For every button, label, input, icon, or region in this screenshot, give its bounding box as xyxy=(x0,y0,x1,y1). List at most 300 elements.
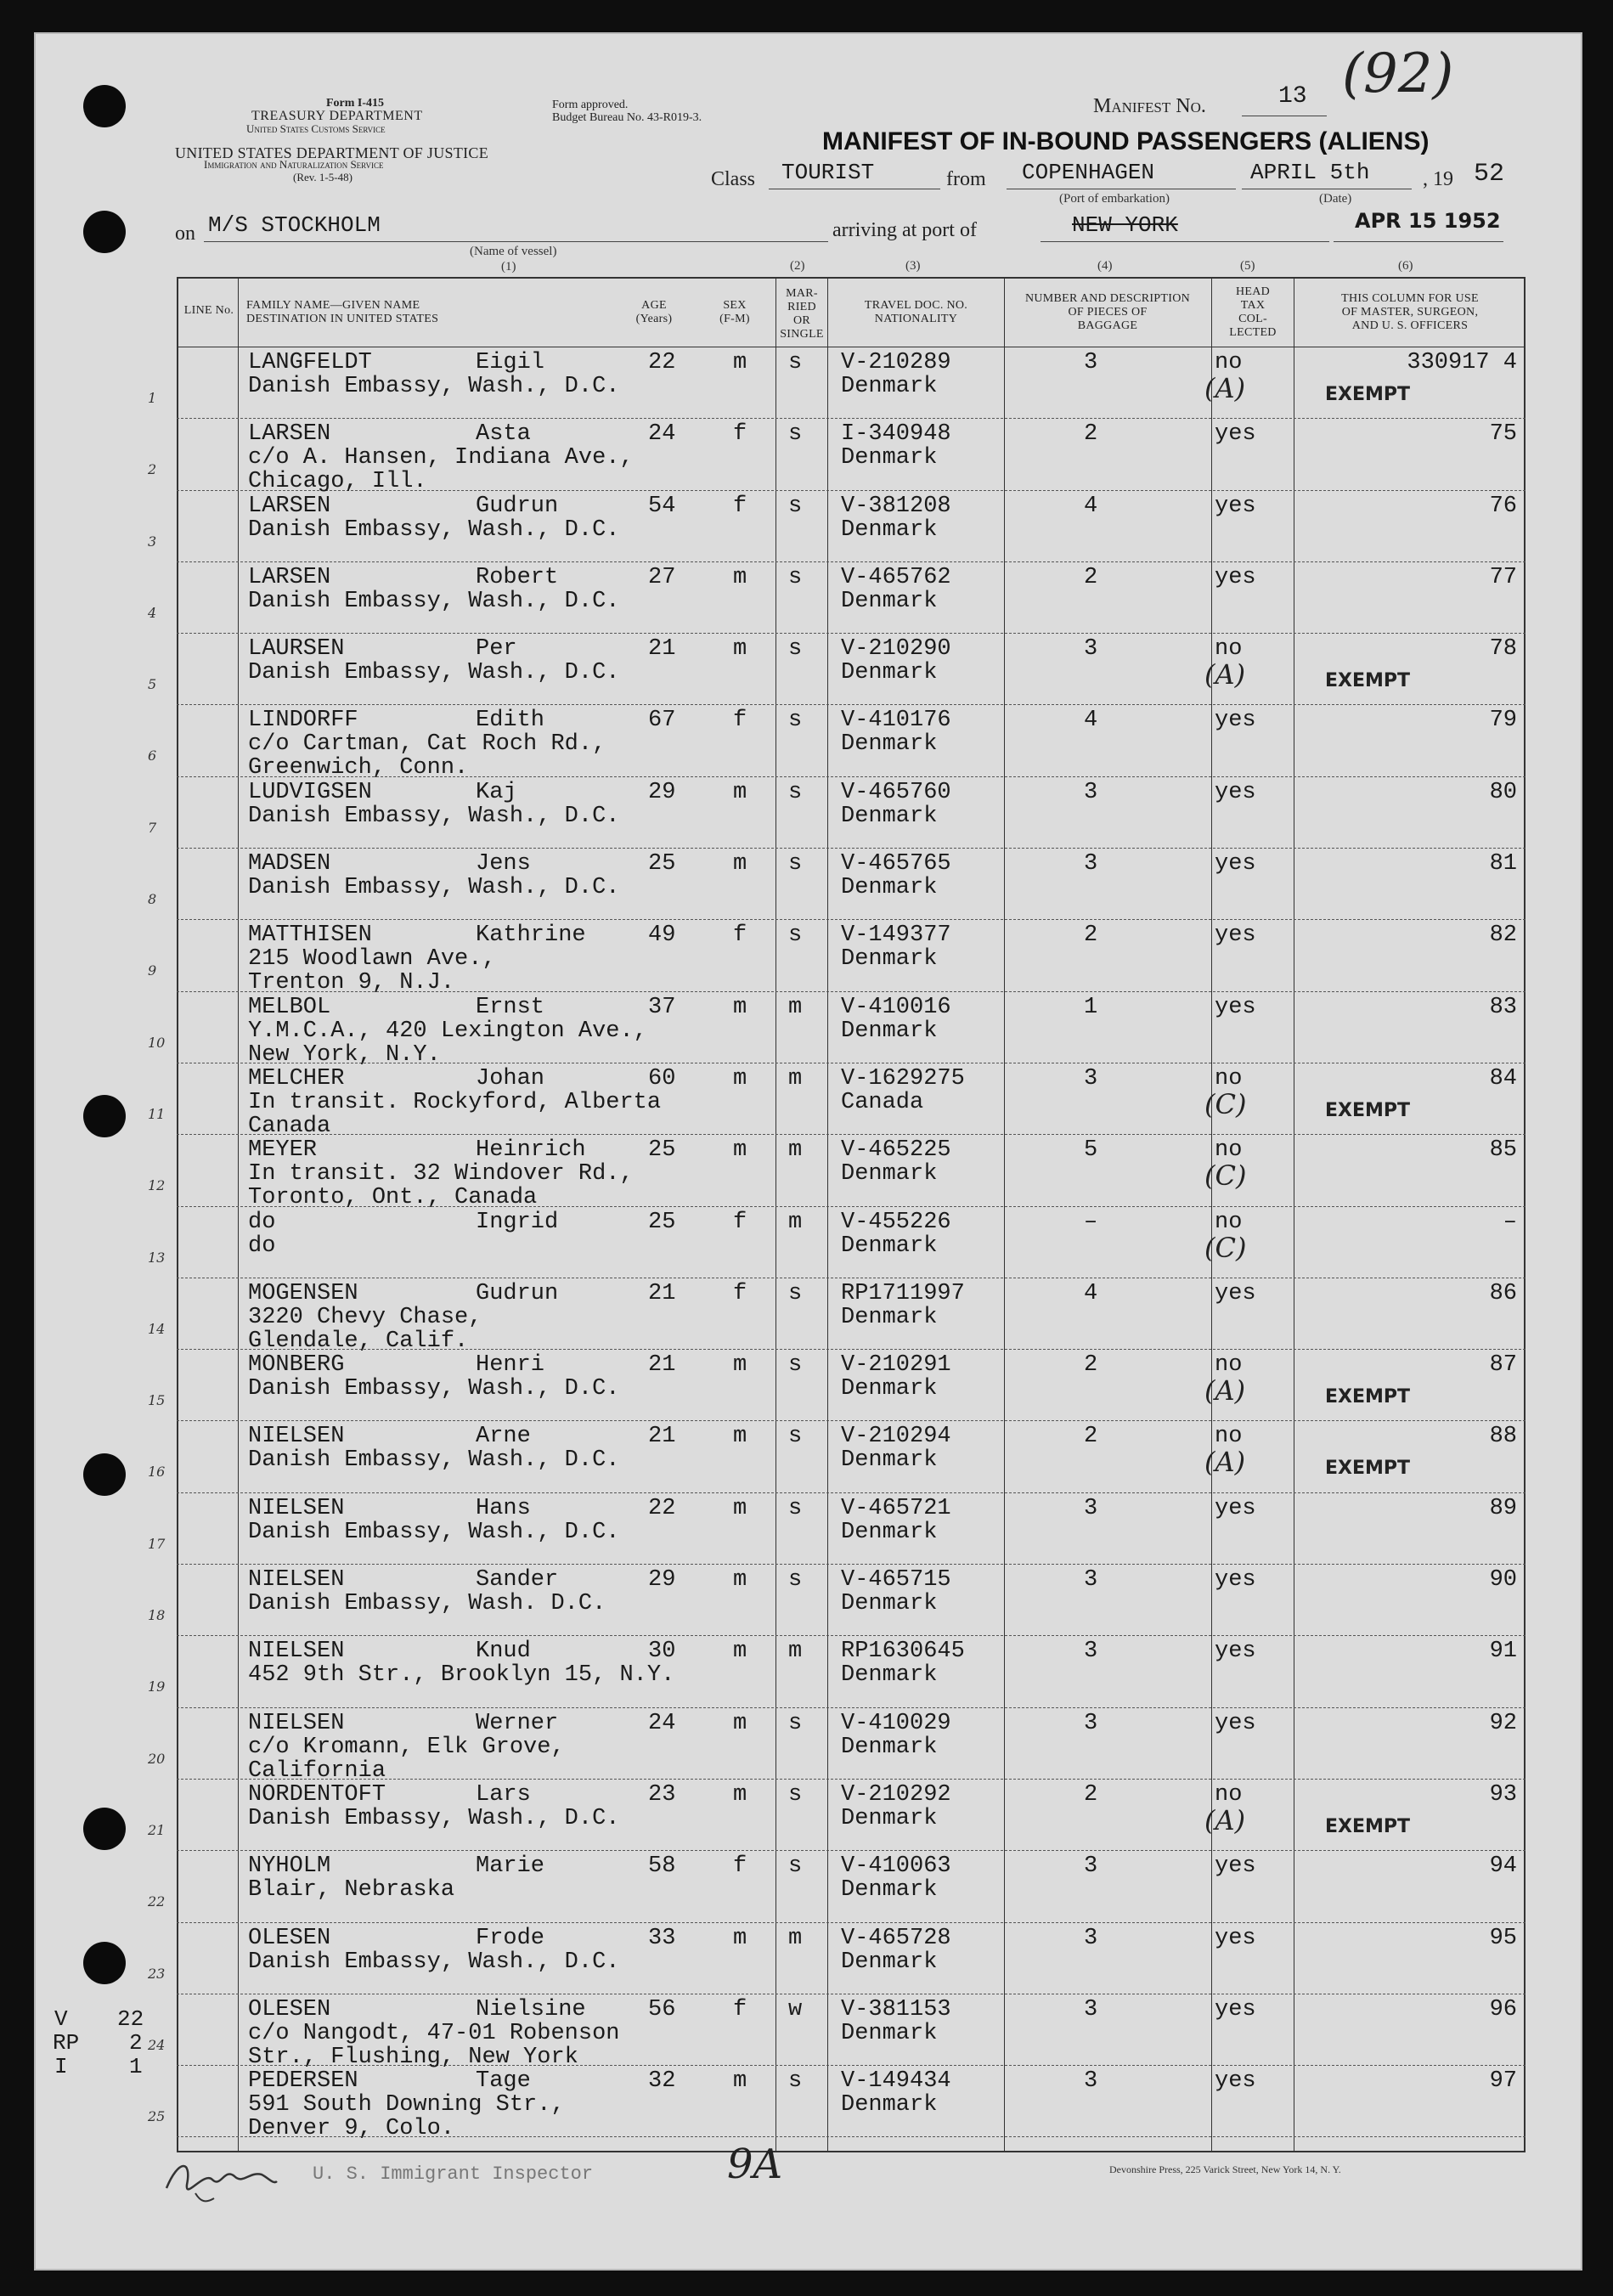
family-name: LUDVIGSEN xyxy=(248,779,372,805)
punch-hole xyxy=(83,1095,126,1137)
marital-status: s xyxy=(788,1853,803,1880)
date-caption: (Date) xyxy=(1319,192,1352,206)
nationality: Denmark xyxy=(841,588,938,614)
age: 54 xyxy=(648,493,676,519)
table-row xyxy=(177,1565,1526,1636)
nationality: Denmark xyxy=(841,1734,938,1760)
sex: m xyxy=(733,2068,747,2095)
destination-line-2: California xyxy=(248,1757,386,1784)
travel-doc-no: V-455226 xyxy=(841,1209,951,1235)
given-name: Werner xyxy=(476,1710,559,1736)
exempt-note: EXEMPT xyxy=(1325,384,1411,405)
sex: f xyxy=(733,421,747,448)
destination-line-2: Toronto, Ont., Canada xyxy=(248,1185,538,1211)
given-name: Marie xyxy=(476,1853,545,1880)
given-name: Frode xyxy=(476,1925,545,1951)
given-name: Per xyxy=(476,636,517,663)
destination-line-1: Danish Embassy, Wash., D.C. xyxy=(248,1447,620,1474)
sex: m xyxy=(733,1424,747,1450)
col-header-head-tax: HEAD TAX COL- LECTED xyxy=(1229,285,1277,339)
given-name: Gudrun xyxy=(476,493,559,519)
travel-doc-no: V-410176 xyxy=(841,708,951,734)
destination-line-1: 452 9th Str., Brooklyn 15, N.Y. xyxy=(248,1662,675,1689)
line-number: 10 xyxy=(148,1034,166,1051)
marital-status: m xyxy=(788,1925,803,1951)
officer-number: 95 xyxy=(1489,1925,1517,1951)
tally-rp-count: 2 xyxy=(129,2030,143,2056)
officer-number: 79 xyxy=(1489,708,1517,734)
travel-doc-no: V-465762 xyxy=(841,564,951,590)
marital-status: m xyxy=(788,994,803,1020)
head-tax: no xyxy=(1215,1209,1243,1235)
from-value: COPENHAGEN xyxy=(1022,160,1155,185)
baggage-count: 3 xyxy=(1084,851,1098,877)
family-name: NIELSEN xyxy=(248,1639,345,1665)
head-tax: yes xyxy=(1215,1996,1256,2022)
punch-hole xyxy=(83,1942,126,1984)
baggage-count: 3 xyxy=(1084,1853,1098,1880)
head-tax: yes xyxy=(1215,2068,1256,2095)
sex: f xyxy=(733,708,747,734)
travel-doc-no: V-210290 xyxy=(841,636,951,663)
destination-line-1: Danish Embassy, Wash., D.C. xyxy=(248,588,620,614)
destination-line-1: In transit. 32 Windover Rd., xyxy=(248,1161,634,1187)
destination-line-2: Greenwich, Conn. xyxy=(248,755,469,781)
inspector-code: 9A xyxy=(727,2141,783,2188)
destination-line-1: Danish Embassy, Wash., D.C. xyxy=(248,1949,620,1975)
officer-number: 77 xyxy=(1489,564,1517,590)
nationality: Denmark xyxy=(841,2020,938,2046)
travel-doc-no: V-410063 xyxy=(841,1853,951,1880)
col-header-age: AGE (Years) xyxy=(635,299,673,325)
sex: f xyxy=(733,1209,747,1235)
baggage-count: 3 xyxy=(1084,1710,1098,1736)
table-row xyxy=(177,561,1526,633)
nationality: Denmark xyxy=(841,946,938,973)
age: 25 xyxy=(648,1209,676,1235)
line-number: 12 xyxy=(148,1177,166,1194)
given-name: Hans xyxy=(476,1495,531,1521)
tally-i-count: 1 xyxy=(129,2054,143,2079)
port-caption: (Port of embarkation) xyxy=(1059,192,1170,206)
manifest-no-value: 13 xyxy=(1278,83,1307,110)
given-name: Edith xyxy=(476,708,545,734)
age: 32 xyxy=(648,2068,676,2095)
vessel-line xyxy=(204,241,828,242)
head-tax: no xyxy=(1215,636,1243,663)
head-tax: no xyxy=(1215,1137,1243,1164)
given-name: Arne xyxy=(476,1424,531,1450)
destination-line-2: Trenton 9, N.J. xyxy=(248,970,455,996)
treasury-dept: TREASURY DEPARTMENT xyxy=(251,109,423,123)
sex: f xyxy=(733,1280,747,1306)
officer-number: 78 xyxy=(1489,636,1517,663)
marital-status: s xyxy=(788,636,803,663)
travel-doc-no: V-410029 xyxy=(841,1710,951,1736)
officer-number: 90 xyxy=(1489,1567,1517,1594)
arriving-line xyxy=(1041,241,1329,242)
nationality: Denmark xyxy=(841,1304,938,1330)
line-number: 20 xyxy=(148,1750,166,1767)
travel-doc-no: V-465728 xyxy=(841,1925,951,1951)
form-revision: (Rev. 1-5-48) xyxy=(293,171,352,183)
marital-status: s xyxy=(788,922,803,949)
line-number: 17 xyxy=(148,1535,166,1552)
officer-number: 76 xyxy=(1489,493,1517,519)
line-number: 11 xyxy=(148,1105,166,1122)
line-number: 8 xyxy=(148,891,157,908)
ins-service: Immigration and Naturalization Service xyxy=(204,158,384,171)
table-row xyxy=(177,1779,1526,1850)
exempt-note: EXEMPT xyxy=(1325,1099,1411,1121)
line-number: 22 xyxy=(148,1893,166,1910)
nationality: Denmark xyxy=(841,2092,938,2118)
head-tax: yes xyxy=(1215,1853,1256,1880)
family-name: LAURSEN xyxy=(248,636,345,663)
travel-doc-no: V-465765 xyxy=(841,851,951,877)
baggage-count: 2 xyxy=(1084,1781,1098,1808)
col-number-4: (4) xyxy=(1097,259,1113,273)
head-tax: no xyxy=(1215,1352,1243,1379)
age: 29 xyxy=(648,1567,676,1594)
given-name: Nielsine xyxy=(476,1996,586,2022)
given-name: Robert xyxy=(476,564,559,590)
arriving-value: NEW YORK xyxy=(1072,212,1178,238)
punch-hole xyxy=(83,211,126,253)
travel-doc-no: V-149434 xyxy=(841,2068,951,2095)
travel-doc-no: V-1629275 xyxy=(841,1065,965,1092)
destination-line-2: Glendale, Calif. xyxy=(248,1328,469,1354)
head-tax: yes xyxy=(1215,1495,1256,1521)
given-name: Johan xyxy=(476,1065,545,1092)
given-name: Ingrid xyxy=(476,1209,559,1235)
destination-line-2: Canada xyxy=(248,1113,331,1139)
officer-number: 94 xyxy=(1489,1853,1517,1880)
baggage-count: 3 xyxy=(1084,1925,1098,1951)
family-name: MONBERG xyxy=(248,1352,345,1379)
customs-service: United States Customs Service xyxy=(246,122,386,135)
exempt-note: EXEMPT xyxy=(1325,1815,1411,1837)
destination-line-1: do xyxy=(248,1233,276,1259)
nationality: Denmark xyxy=(841,1949,938,1975)
head-tax: no xyxy=(1215,1424,1243,1450)
line-number: 25 xyxy=(148,2108,166,2125)
family-name: OLESEN xyxy=(248,1925,331,1951)
arrival-stamp: APR 15 1952 xyxy=(1355,209,1501,233)
nationality: Denmark xyxy=(841,1161,938,1187)
col-header-travel-doc: TRAVEL DOC. NO. NATIONALITY xyxy=(864,299,968,325)
age: 22 xyxy=(648,350,676,375)
sex: m xyxy=(733,1065,747,1092)
family-name: LARSEN xyxy=(248,421,331,448)
sex: m xyxy=(733,1567,747,1594)
head-tax: yes xyxy=(1215,708,1256,734)
baggage-count: – xyxy=(1084,1209,1098,1235)
baggage-count: 4 xyxy=(1084,1280,1098,1306)
baggage-count: 4 xyxy=(1084,493,1098,519)
line-number: 15 xyxy=(148,1392,166,1409)
age: 67 xyxy=(648,708,676,734)
age: 22 xyxy=(648,1495,676,1521)
baggage-count: 3 xyxy=(1084,1996,1098,2022)
year-prefix: , 19 xyxy=(1423,168,1453,190)
vessel-caption: (Name of vessel) xyxy=(470,245,557,258)
family-name: NIELSEN xyxy=(248,1710,345,1736)
family-name: PEDERSEN xyxy=(248,2068,358,2095)
age: 24 xyxy=(648,421,676,448)
given-name: Knud xyxy=(476,1639,531,1665)
table-row xyxy=(177,347,1526,419)
nationality: Denmark xyxy=(841,1376,938,1402)
destination-line-2: Denver 9, Colo. xyxy=(248,2116,455,2142)
form-approved: Form approved. xyxy=(552,99,629,111)
col-number-6: (6) xyxy=(1398,259,1413,273)
marital-status: s xyxy=(788,1567,803,1594)
table-row xyxy=(177,920,1526,991)
line-number: 6 xyxy=(148,747,157,764)
destination-line-1: 3220 Chevy Chase, xyxy=(248,1304,482,1330)
officer-number: 93 xyxy=(1489,1781,1517,1808)
tally-v-count: 22 xyxy=(117,2006,144,2032)
officer-number: 92 xyxy=(1489,1710,1517,1736)
marital-status: w xyxy=(788,1996,803,2022)
head-tax: yes xyxy=(1215,922,1256,949)
tax-note: (C) xyxy=(1204,1159,1247,1193)
baggage-count: 3 xyxy=(1084,636,1098,663)
table-row xyxy=(177,1994,1526,2065)
head-tax: yes xyxy=(1215,851,1256,877)
marital-status: m xyxy=(788,1209,803,1235)
family-name: do xyxy=(248,1209,276,1235)
given-name: Asta xyxy=(476,421,531,448)
sex: f xyxy=(733,1996,747,2022)
line-number: 7 xyxy=(148,819,157,836)
exempt-note: EXEMPT xyxy=(1325,1458,1411,1480)
tax-note: (C) xyxy=(1204,1087,1247,1120)
head-tax: yes xyxy=(1215,564,1256,590)
marital-status: s xyxy=(788,2068,803,2095)
baggage-count: 3 xyxy=(1084,350,1098,375)
destination-line-1: c/o Kromann, Elk Grove, xyxy=(248,1734,565,1760)
given-name: Gudrun xyxy=(476,1280,559,1306)
exempt-note: EXEMPT xyxy=(1325,670,1411,692)
nationality: Denmark xyxy=(841,1591,938,1617)
marital-status: s xyxy=(788,779,803,805)
destination-line-1: In transit. Rockyford, Alberta xyxy=(248,1089,662,1115)
sex: m xyxy=(733,1925,747,1951)
given-name: Kathrine xyxy=(476,922,586,949)
family-name: MELCHER xyxy=(248,1065,345,1092)
given-name: Henri xyxy=(476,1352,545,1379)
line-number: 3 xyxy=(148,533,157,550)
family-name: OLESEN xyxy=(248,1996,331,2022)
marital-status: s xyxy=(788,350,803,375)
travel-doc-no: V-381208 xyxy=(841,493,951,519)
given-name: Ernst xyxy=(476,994,545,1020)
table-row xyxy=(177,776,1526,848)
table-row xyxy=(177,1707,1526,1779)
family-name: NORDENTOFT xyxy=(248,1781,386,1808)
line-number: 2 xyxy=(148,461,157,478)
given-name: Lars xyxy=(476,1781,531,1808)
baggage-count: 1 xyxy=(1084,994,1098,1020)
travel-doc-no: RP1630645 xyxy=(841,1639,965,1665)
age: 24 xyxy=(648,1710,676,1736)
destination-line-2: Chicago, Ill. xyxy=(248,469,427,495)
line-number: 5 xyxy=(148,676,157,693)
officer-number: 330917 4 xyxy=(1407,350,1517,375)
destination-line-1: 591 South Downing Str., xyxy=(248,2092,565,2118)
age: 21 xyxy=(648,1424,676,1450)
family-name: LINDORFF xyxy=(248,708,358,734)
destination-line-1: Danish Embassy, Wash., D.C. xyxy=(248,660,620,686)
destination-line-2: Str., Flushing, New York xyxy=(248,2044,578,2070)
sex: m xyxy=(733,1495,747,1521)
form-number: Form I-415 xyxy=(326,97,385,110)
on-label: on xyxy=(175,223,195,245)
line-number: 9 xyxy=(148,962,157,979)
officer-number: 83 xyxy=(1489,994,1517,1020)
officer-number: 85 xyxy=(1489,1137,1517,1164)
tally-v-label: V xyxy=(54,2006,68,2032)
tax-note: (A) xyxy=(1204,372,1246,404)
officer-number: 87 xyxy=(1489,1352,1517,1379)
destination-line-1: c/o A. Hansen, Indiana Ave., xyxy=(248,445,634,471)
punch-hole xyxy=(83,85,126,127)
officer-number: 89 xyxy=(1489,1495,1517,1521)
destination-line-1: c/o Nangodt, 47-01 Robenson xyxy=(248,2020,620,2046)
age: 49 xyxy=(648,922,676,949)
inspector-signature xyxy=(161,2151,280,2220)
tally-i-label: I xyxy=(54,2054,68,2079)
nationality: Denmark xyxy=(841,445,938,471)
manifest-no-handwritten: (92) xyxy=(1342,42,1454,105)
marital-status: s xyxy=(788,708,803,734)
line-number: 21 xyxy=(148,1821,166,1838)
sex: m xyxy=(733,350,747,375)
family-name: MELBOL xyxy=(248,994,331,1020)
age: 25 xyxy=(648,851,676,877)
marital-status: s xyxy=(788,1352,803,1379)
family-name: LANGFELDT xyxy=(248,350,372,375)
head-tax: no xyxy=(1215,1065,1243,1092)
destination-line-1: Danish Embassy, Wash., D.C. xyxy=(248,516,620,543)
travel-doc-no: V-210289 xyxy=(841,350,951,375)
travel-doc-no: V-210291 xyxy=(841,1352,951,1379)
officer-number: 80 xyxy=(1489,779,1517,805)
baggage-count: 3 xyxy=(1084,779,1098,805)
table-row xyxy=(177,634,1526,705)
table-row xyxy=(177,1206,1526,1278)
baggage-count: 5 xyxy=(1084,1137,1098,1164)
marital-status: s xyxy=(788,421,803,448)
given-name: Heinrich xyxy=(476,1137,586,1164)
age: 25 xyxy=(648,1137,676,1164)
col-header-sex: SEX (F-M) xyxy=(719,299,750,325)
head-tax: yes xyxy=(1215,421,1256,448)
line-number: 13 xyxy=(148,1249,166,1266)
destination-line-1: Danish Embassy, Wash., D.C. xyxy=(248,374,620,399)
col-header-baggage: NUMBER AND DESCRIPTION OF PIECES OF BAGGAGE xyxy=(1024,292,1191,332)
table-row xyxy=(177,2066,1526,2137)
nationality: Denmark xyxy=(841,1447,938,1474)
travel-doc-no: V-410016 xyxy=(841,994,951,1020)
sex: m xyxy=(733,1352,747,1379)
travel-doc-no: I-340948 xyxy=(841,421,951,448)
given-name: Sander xyxy=(476,1567,559,1594)
nationality: Denmark xyxy=(841,731,938,758)
baggage-count: 2 xyxy=(1084,421,1098,448)
sex: f xyxy=(733,922,747,949)
head-tax: no xyxy=(1215,350,1243,375)
col-header-married: MAR- RIED OR SINGLE xyxy=(780,287,824,341)
age: 33 xyxy=(648,1925,676,1951)
table-row xyxy=(177,705,1526,776)
family-name: MATTHISEN xyxy=(248,922,372,949)
col-number-3: (3) xyxy=(905,259,921,273)
punch-hole xyxy=(83,1453,126,1496)
sex: m xyxy=(733,1137,747,1164)
officer-number: 91 xyxy=(1489,1639,1517,1665)
baggage-count: 4 xyxy=(1084,708,1098,734)
travel-doc-no: V-465225 xyxy=(841,1137,951,1164)
head-tax: yes xyxy=(1215,493,1256,519)
nationality: Denmark xyxy=(841,1018,938,1044)
baggage-count: 3 xyxy=(1084,1567,1098,1594)
head-tax: yes xyxy=(1215,994,1256,1020)
sex: m xyxy=(733,994,747,1020)
nationality: Denmark xyxy=(841,875,938,901)
marital-status: m xyxy=(788,1137,803,1164)
age: 58 xyxy=(648,1853,676,1880)
family-name: NIELSEN xyxy=(248,1495,345,1521)
baggage-count: 2 xyxy=(1084,1352,1098,1379)
marital-status: m xyxy=(788,1639,803,1665)
justice-dept: UNITED STATES DEPARTMENT OF JUSTICE xyxy=(175,144,489,161)
destination-line-1: Danish Embassy, Wash., D.C. xyxy=(248,1376,620,1402)
travel-doc-no: V-465760 xyxy=(841,779,951,805)
officer-number: 96 xyxy=(1489,1996,1517,2022)
table-row xyxy=(177,1636,1526,1707)
tax-note: (A) xyxy=(1204,1446,1246,1479)
nationality: Canada xyxy=(841,1089,924,1115)
class-value: TOURIST xyxy=(781,160,875,185)
destination-line-1: Danish Embassy, Wash. D.C. xyxy=(248,1591,606,1617)
family-name: MOGENSEN xyxy=(248,1280,358,1306)
budget-bureau: Budget Bureau No. 43-R019-3. xyxy=(552,111,702,124)
destination-line-1: Y.M.C.A., 420 Lexington Ave., xyxy=(248,1018,647,1044)
marital-status: s xyxy=(788,1781,803,1808)
age: 56 xyxy=(648,1996,676,2022)
officer-number: 75 xyxy=(1489,421,1517,448)
head-tax: no xyxy=(1215,1781,1243,1808)
punch-hole xyxy=(83,1808,126,1850)
col-header-line-no: LINE No. xyxy=(183,304,234,317)
year-value: 52 xyxy=(1474,160,1505,189)
nationality: Denmark xyxy=(841,516,938,543)
officer-number: 84 xyxy=(1489,1065,1517,1092)
destination-line-1: Danish Embassy, Wash., D.C. xyxy=(248,803,620,829)
from-label: from xyxy=(946,168,986,190)
tax-note: (A) xyxy=(1204,1374,1246,1407)
table-row xyxy=(177,991,1526,1063)
marital-status: s xyxy=(788,1280,803,1306)
table-row xyxy=(177,1350,1526,1421)
inspector-label: U. S. Immigrant Inspector xyxy=(313,2163,594,2185)
sex: m xyxy=(733,851,747,877)
exempt-note: EXEMPT xyxy=(1325,1386,1411,1408)
table-row xyxy=(177,1922,1526,1994)
